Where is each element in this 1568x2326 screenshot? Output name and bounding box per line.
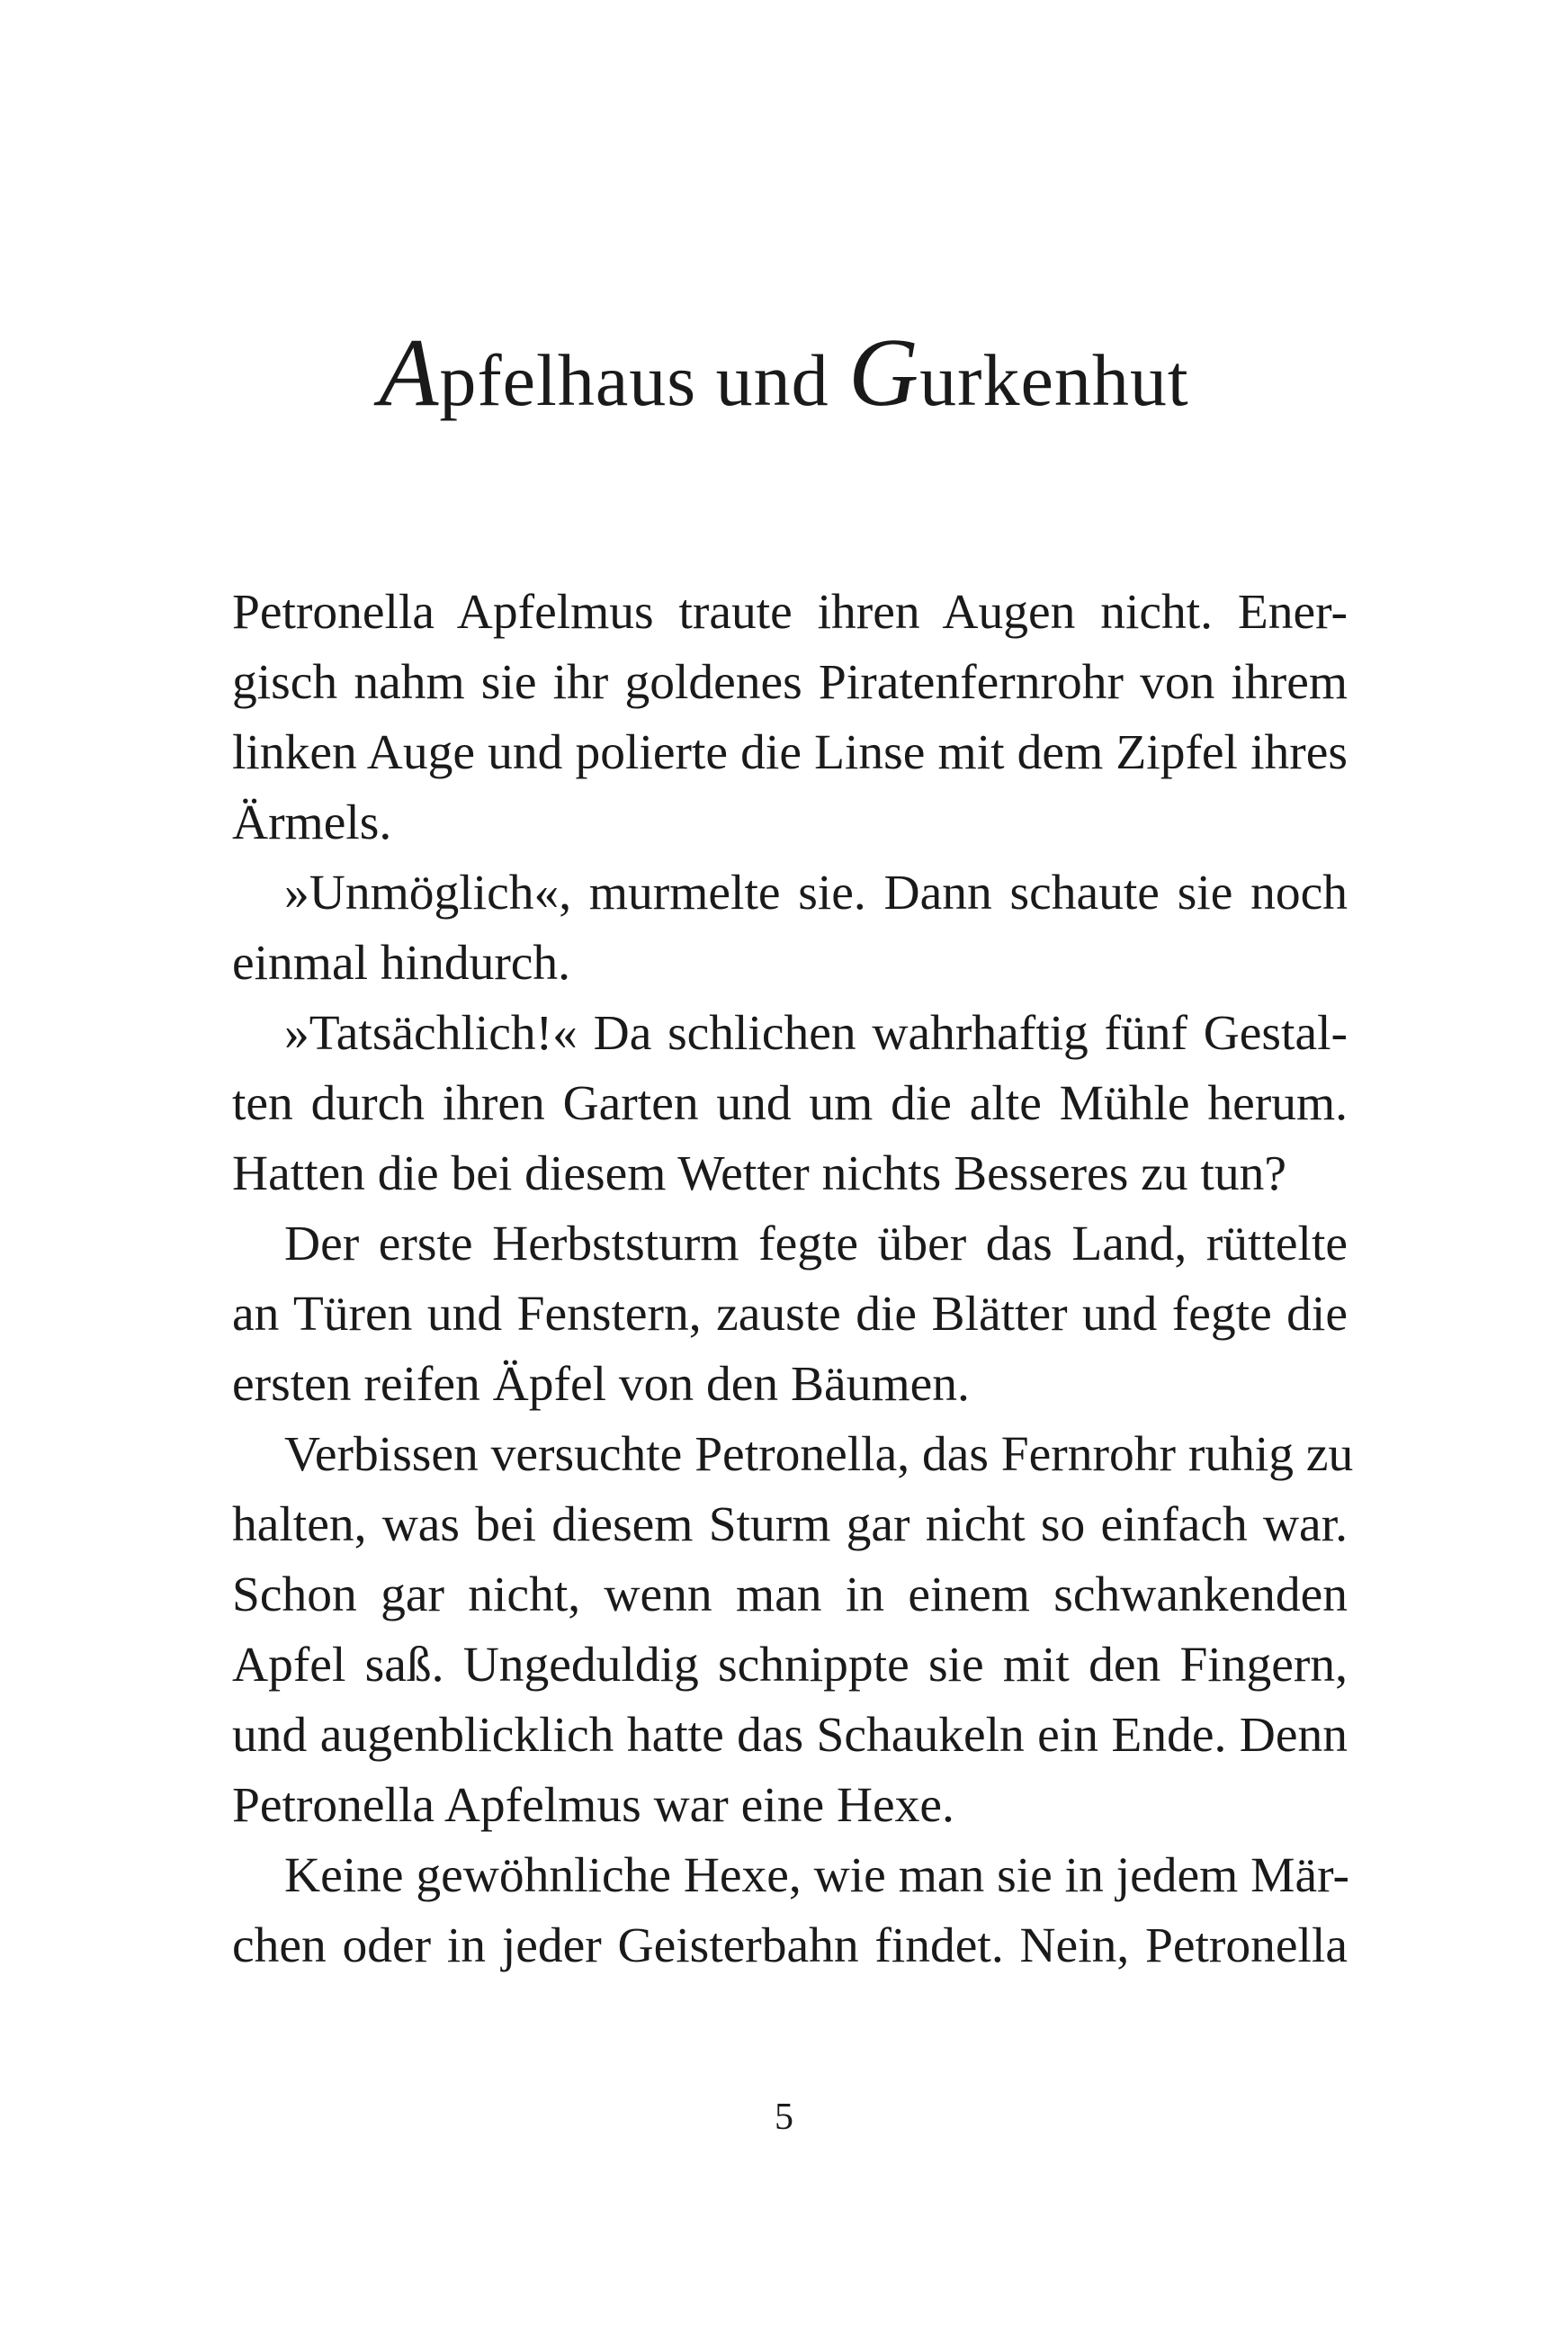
chapter-title bbox=[0, 319, 1568, 430]
text-line: Petronella Apfelmus war eine Hexe. bbox=[232, 1778, 954, 1833]
text-line: chen oder in jeder Geisterbahn findet. Nein, Petronella bbox=[232, 1918, 1348, 1973]
text-line: Keine gewöhnliche Hexe, wie man sie in jedem Mär- bbox=[284, 1848, 1350, 1903]
page-number: 5 bbox=[775, 2097, 793, 2138]
text-line: linken Auge und polierte die Linse mit dem Zipfel ihres bbox=[232, 725, 1348, 780]
text-line: ersten reifen Äpfel von den Bäumen. bbox=[232, 1357, 970, 1412]
text-line: und augenblicklich hatte das Schaukeln ein Ende. Denn bbox=[232, 1708, 1348, 1763]
title-initial-a: A bbox=[379, 319, 440, 427]
text-line: »Unmöglich«, murmelte sie. Dann schaute sie noch bbox=[284, 866, 1348, 921]
text-line: Petronella Apfelmus traute ihren Augen nicht. Ener- bbox=[232, 585, 1348, 640]
text-line: an Türen und Fenstern, zauste die Blätter und fegte die bbox=[232, 1287, 1348, 1342]
text-line: halten, was bei diesem Sturm gar nicht so einfach war. bbox=[232, 1497, 1348, 1552]
title-text-part-2: urkenhut bbox=[919, 339, 1189, 421]
text-line: Verbissen versuchte Petronella, das Fernrohr ruhig zu bbox=[284, 1427, 1354, 1482]
title-text-part-1: pfelhaus und bbox=[439, 339, 849, 421]
text-line: Ärmels. bbox=[232, 795, 392, 850]
text-line: Schon gar nicht, wenn man in einem schwankenden bbox=[232, 1567, 1348, 1622]
title-initial-g: G bbox=[848, 319, 920, 427]
text-line: einmal hindurch. bbox=[232, 936, 571, 991]
text-line: ten durch ihren Garten und um die alte Mühle herum. bbox=[232, 1076, 1348, 1131]
text-line: »Tatsächlich!« Da schlichen wahrhaftig fünf Gestal- bbox=[284, 1006, 1348, 1061]
text-line: gisch nahm sie ihr goldenes Piratenfernrohr von ihrem bbox=[232, 655, 1348, 710]
text-line: Der erste Herbststurm fegte über das Land, rüttelte bbox=[284, 1217, 1348, 1271]
body-text bbox=[232, 578, 1354, 1981]
text-line: Apfel saß. Ungeduldig schnippte sie mit den Fingern, bbox=[232, 1638, 1348, 1693]
text-line: Hatten die bei diesem Wetter nichts Besseres zu tun? bbox=[232, 1146, 1286, 1201]
